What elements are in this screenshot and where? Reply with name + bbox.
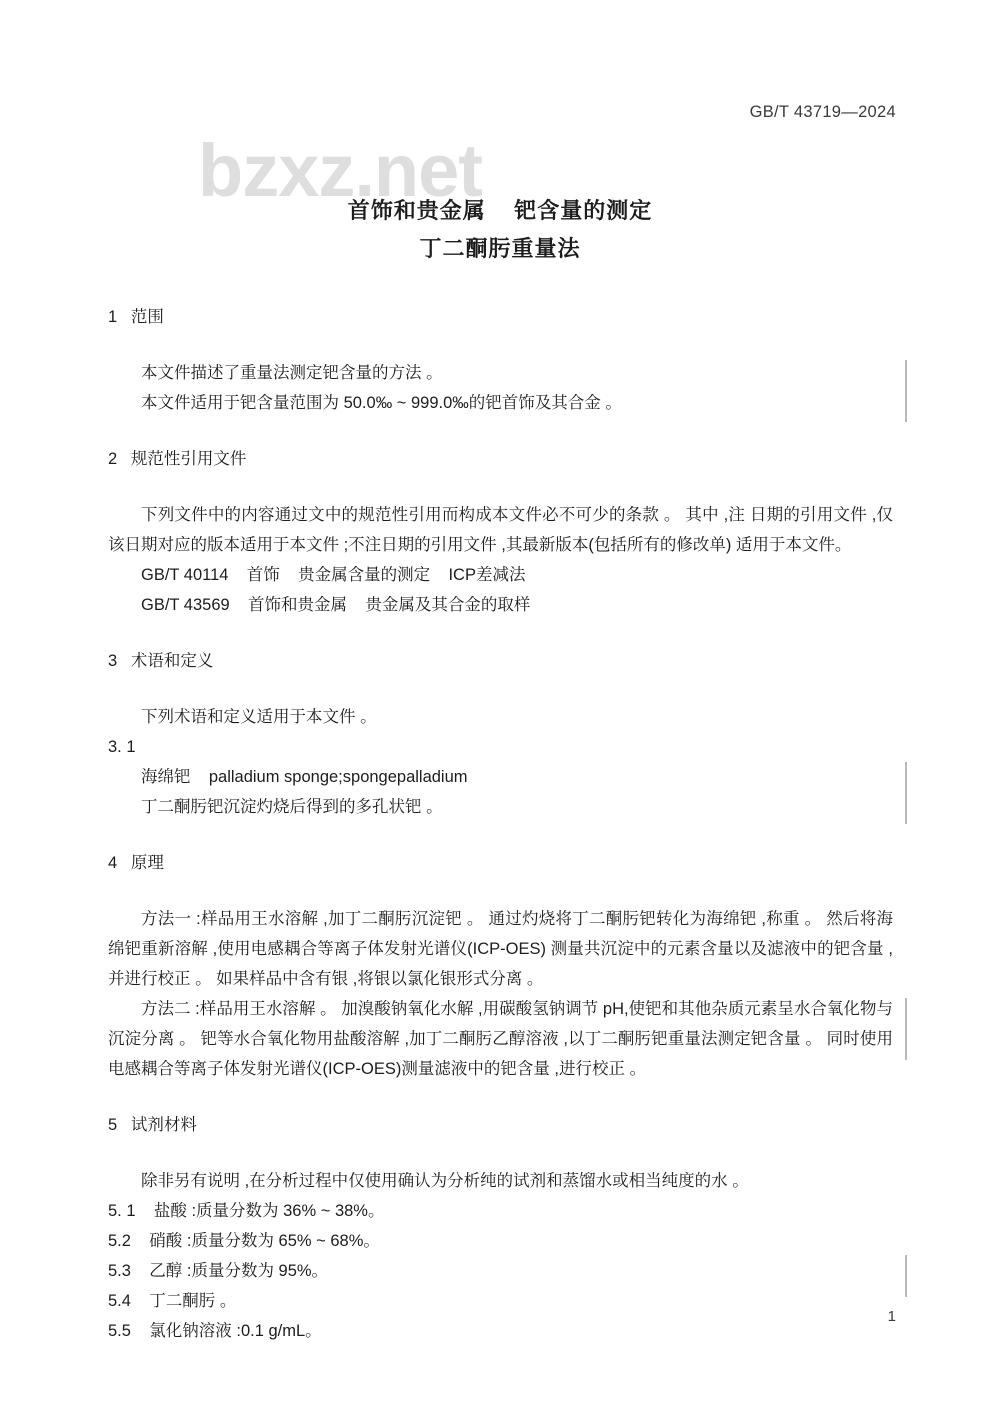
document-body — [108, 306, 893, 1346]
reagent-item-5-1: 5. 1 盐酸 :质量分数为 36% ~ 38%。 — [108, 1202, 385, 1220]
normative-reference-2: GB/T 43569 首饰和贵金属 贵金属及其合金的取样 — [141, 596, 531, 614]
clause-heading-2: 2 规范性引用文件 — [108, 450, 247, 468]
term-number-3-1: 3. 1 — [108, 738, 136, 756]
document-title — [0, 192, 1000, 268]
clause-4-method-one: 方法一 :样品用王水溶解 ,加丁二酮肟沉淀钯 。 通过灼烧将丁二酮肟钯转化为海绵钯 ,称重 。 然后将海绵钯重新溶解 ,使用电感耦合等离子体发射光谱仪(ICP-OES) 测量共沉淀中的元素含量以及滤液中的钯含量 ,并进行校正 。 如果样品中含有银 ,将银以氯化银形式分离 。 — [108, 910, 893, 988]
page-number: 1 — [887, 1308, 896, 1325]
clause-heading-4: 4 原理 — [108, 854, 164, 872]
margin-change-bar — [905, 762, 907, 824]
watermark-bzxz: bzxz.net — [198, 129, 482, 212]
reagent-item-5-4: 5.4 丁二酮肟 。 — [108, 1292, 237, 1310]
reagent-item-5-3: 5.3 乙醇 :质量分数为 95%。 — [108, 1262, 329, 1280]
normative-reference-1: GB/T 40114 首饰 贵金属含量的测定 ICP差减法 — [141, 566, 526, 584]
clause-heading-5: 5 试剂材料 — [108, 1116, 197, 1134]
clause-5-intro: 除非另有说明 ,在分析过程中仅使用确认为分析纯的试剂和蒸馏水或相当纯度的水 。 — [141, 1172, 749, 1190]
margin-change-bar — [905, 360, 907, 422]
clause-2-paragraph: 下列文件中的内容通过文中的规范性引用而构成本文件必不可少的条款 。 其中 ,注 日期的引用文件 ,仅该日期对应的版本适用于本文件 ;不注日期的引用文件 ,其最新版本(包括所有的修改单) 适用于本文件。 — [108, 506, 893, 554]
title-line-1: 首饰和贵金属 钯含量的测定 — [347, 198, 653, 223]
clause-1-line-2: 本文件适用于钯含量范围为 50.0‰ ~ 999.0‰的钯首饰及其合金 。 — [141, 394, 622, 412]
standard-number-header: GB/T 43719—2024 — [749, 103, 896, 121]
clause-3-intro: 下列术语和定义适用于本文件 。 — [141, 708, 377, 726]
term-name: 海绵钯 palladium sponge;spongepalladium — [141, 768, 468, 786]
clause-1-line-1: 本文件描述了重量法测定钯含量的方法 。 — [141, 364, 443, 382]
clause-4-method-two: 方法二 :样品用王水溶解 。 加溴酸钠氧化水解 ,用碳酸氢钠调节 pH,使钯和其他杂质元素呈水合氧化物与沉淀分离 。 钯等水合氧化物用盐酸溶解 ,加丁二酮肟乙醇溶液 ,以丁二酮肟钯重量法测定钯含量 。 同时使用电感耦合等离子体发射光谱仪(ICP-OES)测量滤液中的钯含量 ,进行校正 。 — [108, 1000, 893, 1078]
reagent-item-5-2: 5.2 硝酸 :质量分数为 65% ~ 68%。 — [108, 1232, 380, 1250]
term-definition: 丁二酮肟钯沉淀灼烧后得到的多孔状钯 。 — [141, 798, 443, 816]
clause-heading-3: 3 术语和定义 — [108, 652, 214, 670]
margin-change-bar — [905, 998, 907, 1060]
reagent-item-5-5: 5.5 氯化钠溶液 :0.1 g/mL。 — [108, 1322, 322, 1340]
title-line-2: 丁二酮肟重量法 — [419, 236, 581, 261]
clause-heading-1: 1 范围 — [108, 308, 164, 326]
margin-change-bar — [905, 1255, 907, 1297]
